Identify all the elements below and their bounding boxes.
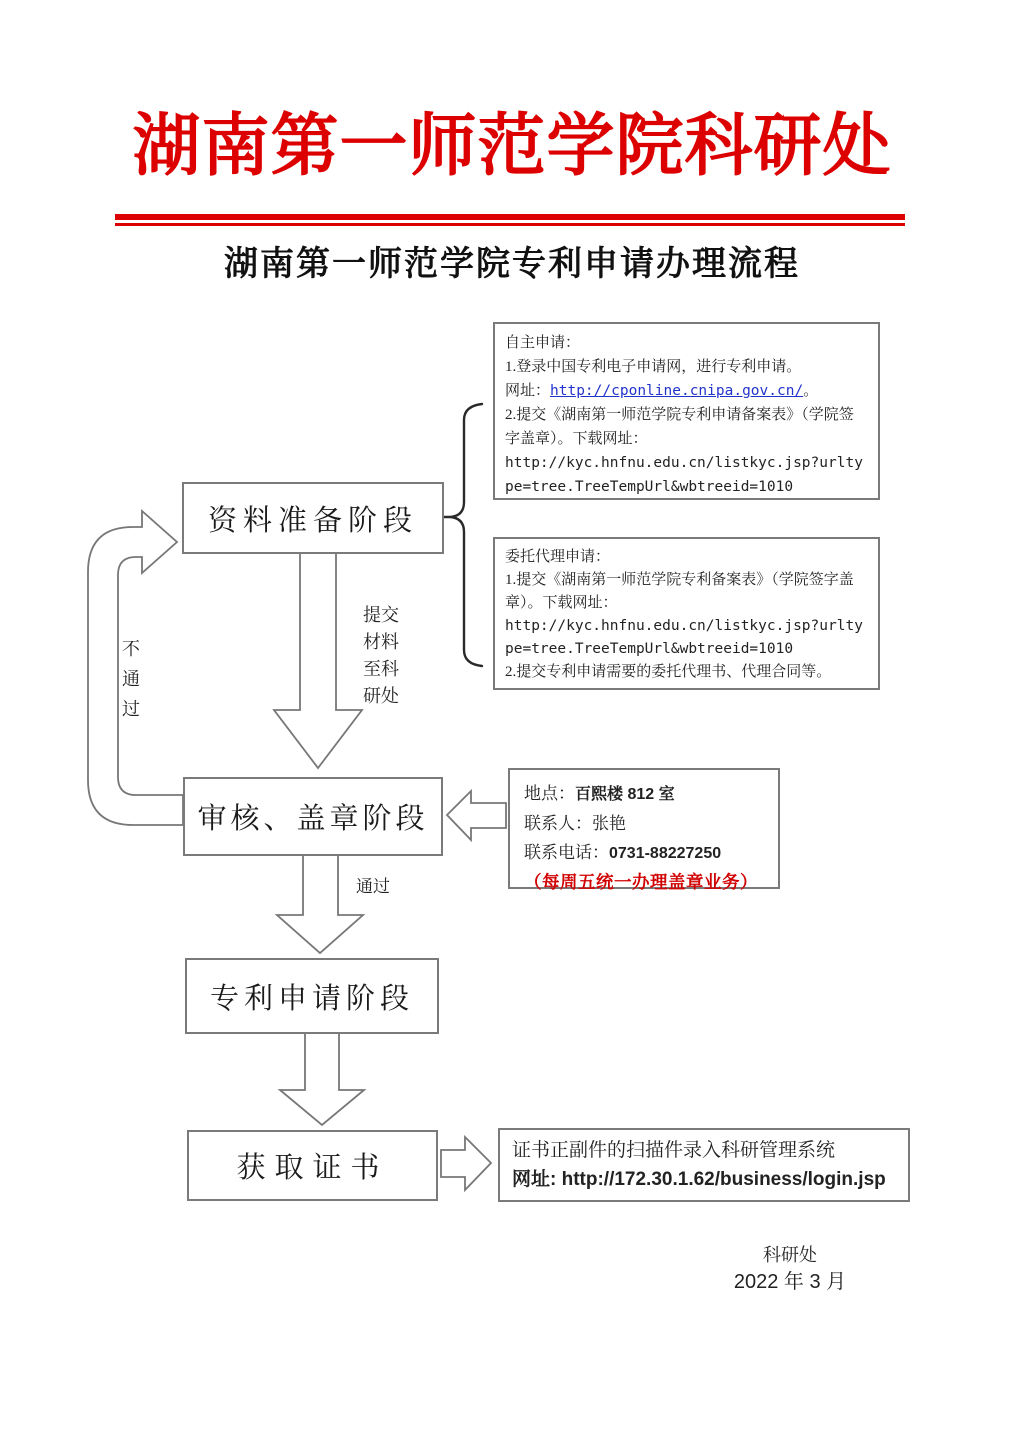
contact-phone-label: 联系电话： [524,843,609,862]
page-title: 湖南第一师范学院科研处 [132,108,892,184]
stage-box-prepare [182,482,444,554]
contact-location-line [524,779,764,809]
stage-box-apply [185,958,439,1034]
pass-label: 通过 [356,877,390,896]
self-apply-title: 自主申请： [505,335,581,351]
footer [640,1242,940,1296]
certificate-entry-url-line [512,1165,896,1194]
contact-notice: （每周五统一办理盖章业务） [524,872,758,892]
stage-box-certificate [187,1130,438,1201]
self-apply-step1: 1.登录中国专利电子申请网，进行专利申请。 [505,359,802,375]
cponline-link[interactable]: http://cponline.cnipa.gov.cn/ [550,383,804,399]
page-subtitle: 湖南第一师范学院专利申请办理流程 [224,246,800,283]
agency-apply-info-box [493,537,880,690]
footer-date: 2022 年 3 月 [733,1271,847,1293]
not-pass-label: 不 通 过 [122,639,140,719]
stage-box-review [183,777,443,856]
contact-location-value: 百熙楼 812 室 [575,786,675,803]
stage-apply-label: 专利申请阶段 [209,982,414,1015]
contact-to-review-arrow [447,791,506,840]
agency-step2: 2.提交专利申请需要的委托代理书、代理合同等。 [505,664,832,680]
self-apply-download-url: http://kyc.hnfnu.edu.cn/listkyc.jsp?urltype=tree.TreeTempUrl&wbtreeid=1010 [505,455,863,495]
self-apply-url-line [505,379,868,403]
stage-certificate-label: 获取证书 [236,1152,389,1184]
self-apply-url-label: 网址： [505,383,551,399]
contact-phone-line [524,838,764,868]
submit-materials-label: 提交 材料 至科 研处 [363,605,399,706]
contact-person-line [524,809,764,838]
certificate-to-entry-arrow [441,1137,491,1190]
certificate-entry-url: http://172.30.1.62/business/login.jsp [561,1169,886,1190]
contact-phone-value: 0731-88227250 [609,845,722,862]
agency-step1: 1.提交《湖南第一师范学院专利备案表》（学院签字盖章）。下载网址： [505,572,854,611]
prepare-to-review-arrow [274,553,362,768]
contact-location-label: 地点： [524,784,575,803]
agency-download-url: http://kyc.hnfnu.edu.cn/listkyc.jsp?urltype=tree.TreeTempUrl&wbtreeid=1010 [505,618,863,657]
stage-prepare-label: 资料准备阶段 [207,504,418,537]
self-apply-step2: 2.提交《湖南第一师范学院专利申请备案表》（学院签字盖章）。下载网址： [505,407,854,447]
stage-review-label: 审核、盖章阶段 [197,803,429,835]
certificate-entry-box [498,1128,910,1202]
agency-title: 委托代理申请： [505,549,611,565]
contact-person-label: 联系人： [524,814,592,833]
contact-info-box [508,768,780,892]
certificate-entry-line1: 证书正副件的扫描件录入科研管理系统 [512,1140,836,1161]
self-apply-url-suffix: 。 [803,383,819,399]
self-apply-info-box [493,322,880,500]
prepare-options-brace [441,404,482,666]
certificate-entry-url-label: 网址: [512,1169,562,1190]
footer-department: 科研处 [763,1245,817,1265]
review-to-apply-arrow [277,853,363,953]
contact-person-value: 张艳 [592,814,626,833]
apply-to-certificate-arrow [280,1032,364,1125]
